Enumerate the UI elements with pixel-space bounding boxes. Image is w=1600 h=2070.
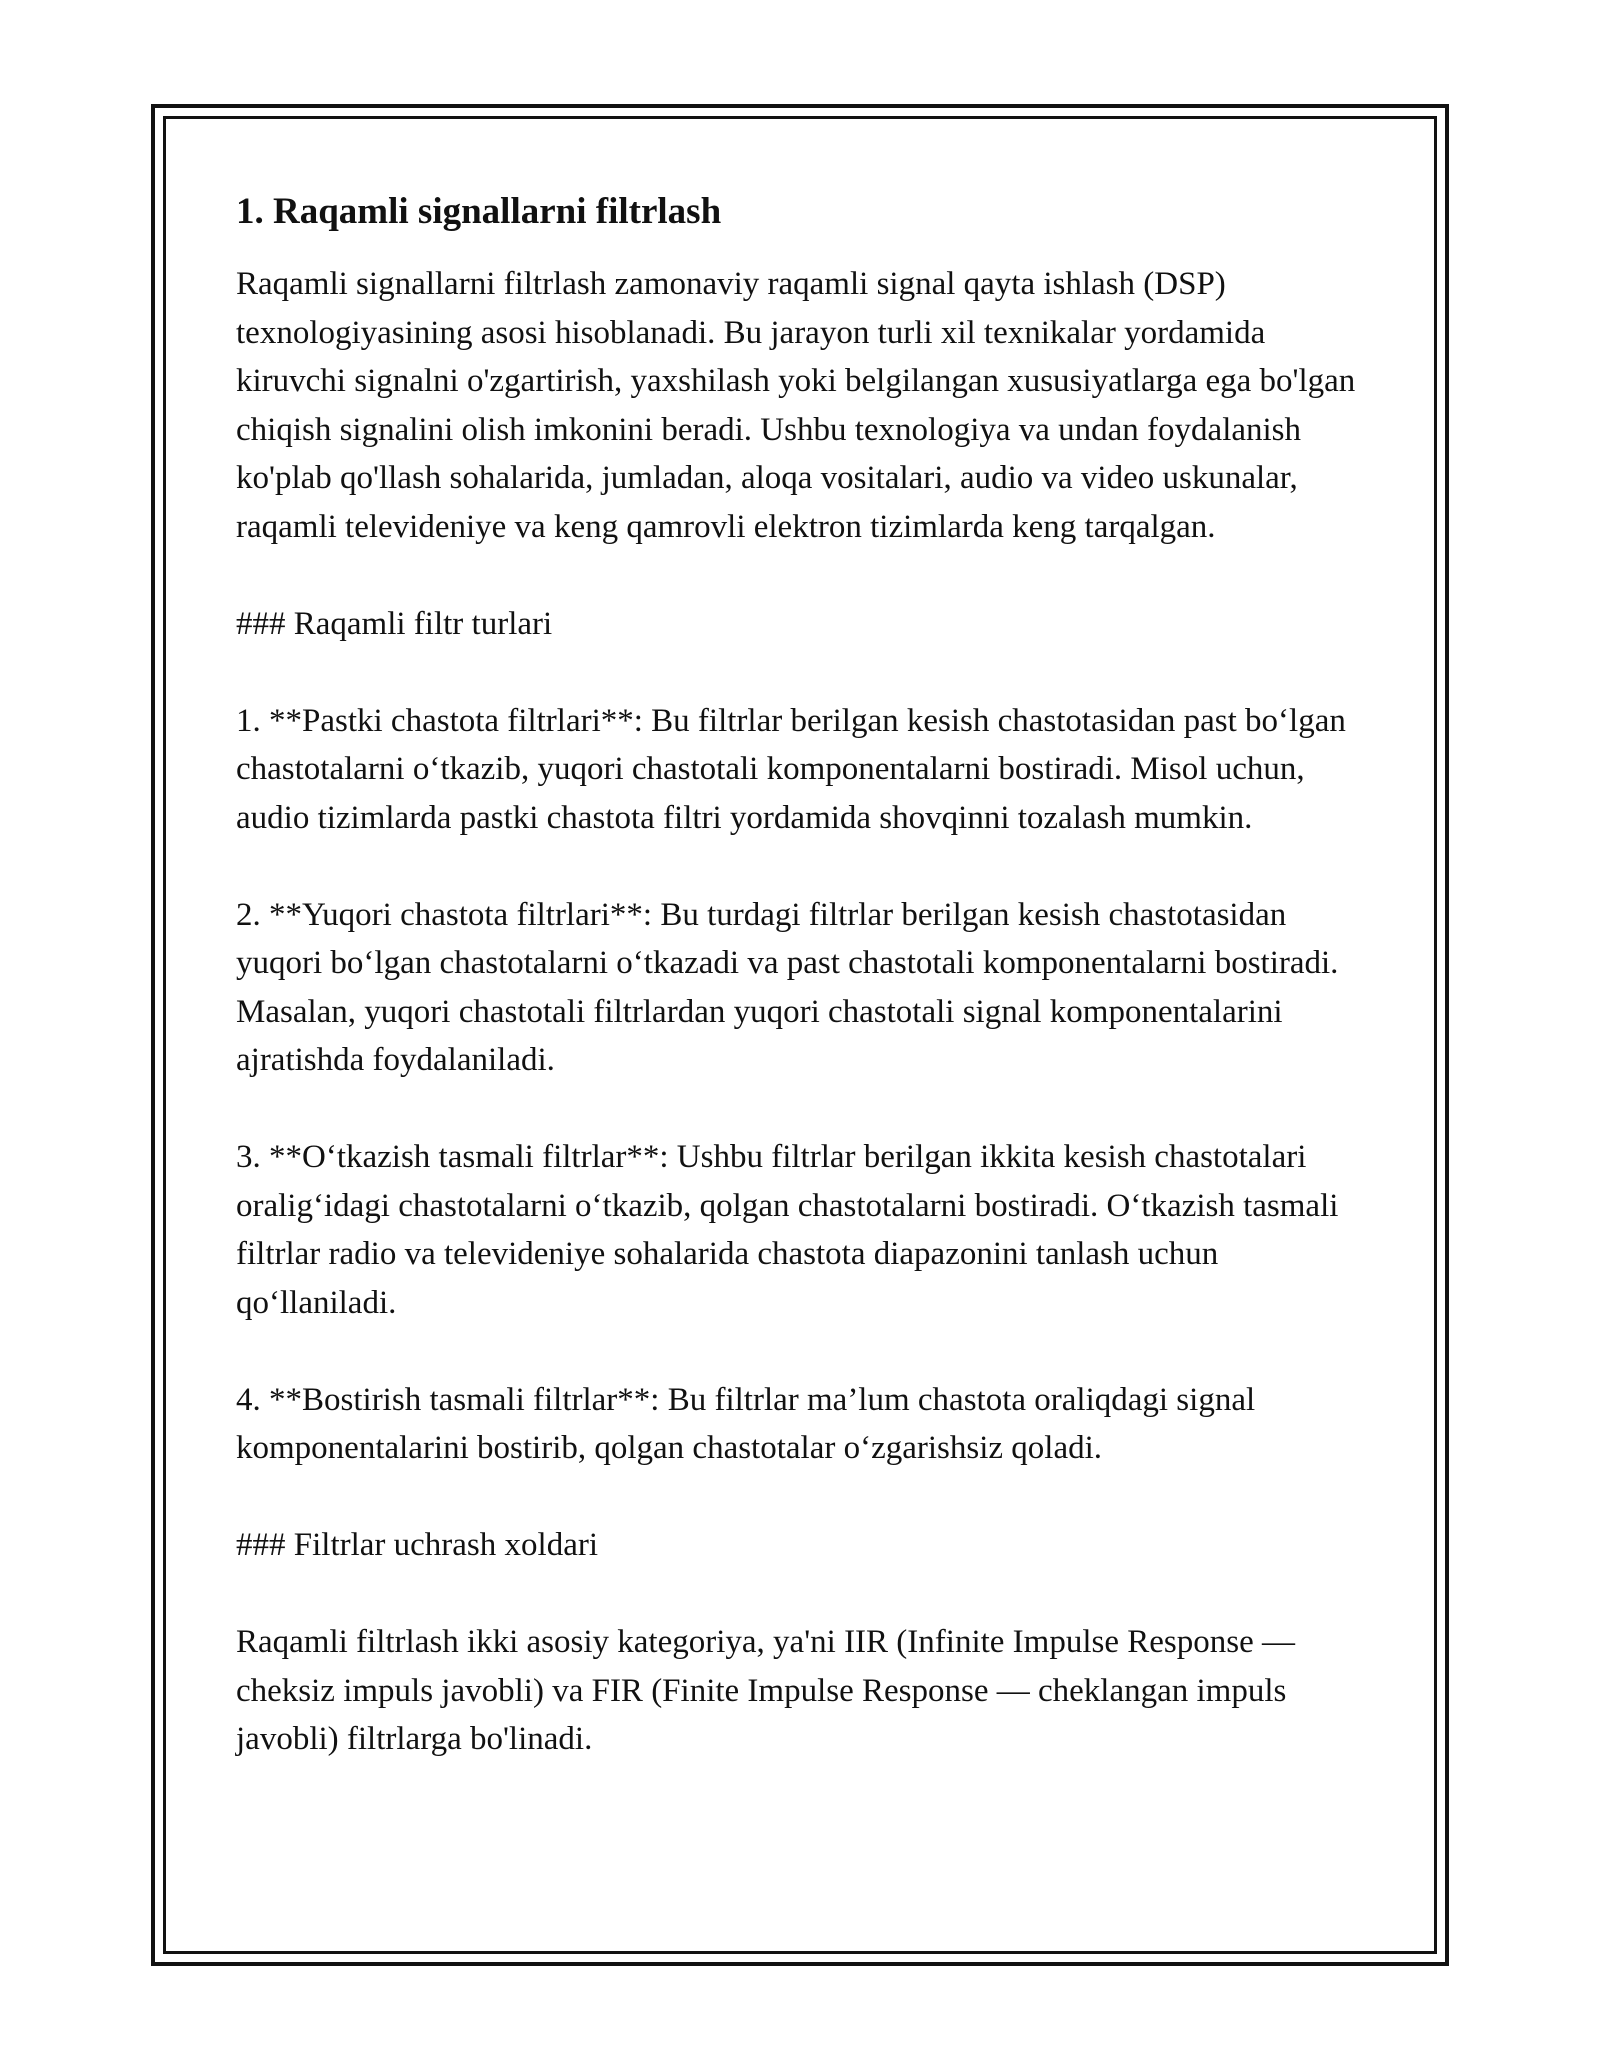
section-heading-filter-types: ### Raqamli filtr turlari [236, 605, 553, 642]
closing-paragraph: Raqamli filtrlash ikki asosiy kategoriya, ya'ni IIR (Infinite Impulse Response — cheksiz impuls javobli) va FIR (Finite Impulse Response — cheklangan impuls javobli) filtrlarga bo'linadi. [236, 1624, 1295, 1757]
list-item-lowpass: 1. **Pastki chastota filtrlari**: Bu filtrlar berilgan kesish chastotasidan past bo‘lgan chastotalarni o‘tkazib, yuqori chastotali komponentalarni bostiradi. Misol uchun, audio tizimlarda pastki chastota filtri yordamida shovqinni tozalash mumkin. [236, 702, 1346, 836]
list-item-bandstop: 4. **Bostirish tasmali filtrlar**: Bu filtrlar ma’lum chastota oraliqdagi signal komponentalarini bostirib, qolgan chastotalar o‘zgarishsiz qoladi. [236, 1381, 1256, 1466]
intro-paragraph: Raqamli signallarni filtrlash zamonaviy raqamli signal qayta ishlash (DSP) texnologiyasining asosi hisoblanadi. Bu jarayon turli xil texnikalar yordamida kiruvchi signalni o'zgartirish, yaxshilash yoki belgilangan xususiyatlarga ega bo'lgan chiqish signalini olish imkonini beradi. Ushbu texnologiya va undan foydalanish ko'plab qo'llash sohalarida, jumladan, aloqa vositalari, audio va video uskunalar, raqamli televideniye va keng qamrovli elektron tizimlarda keng tarqalgan. [236, 266, 1356, 545]
list-item-highpass: 2. **Yuqori chastota filtrlari**: Bu turdagi filtrlar berilgan kesish chastotasidan yuqori bo‘lgan chastotalarni o‘tkazadi va past chastotali komponentalarni bostiradi. Masalan, yuqori chastotali filtrlardan yuqori chastotali signal komponentalarini ajratishda foydalaniladi. [236, 896, 1339, 1078]
document-title: 1. Raqamli signallarni filtrlash [236, 191, 722, 232]
document-body [236, 186, 1376, 1812]
list-item-bandpass: 3. **O‘tkazish tasmali filtrlar**: Ushbu filtrlar berilgan ikkita kesish chastotalari oralig‘idagi chastotalarni o‘tkazib, qolgan chastotalarni bostiradi. O‘tkazish tasmali filtrlar radio va televideniye sohalarida chastota diapazonini tanlash uchun qo‘llaniladi. [236, 1139, 1339, 1321]
section-heading-filter-cases: ### Filtrlar uchrash xoldari [236, 1527, 599, 1563]
